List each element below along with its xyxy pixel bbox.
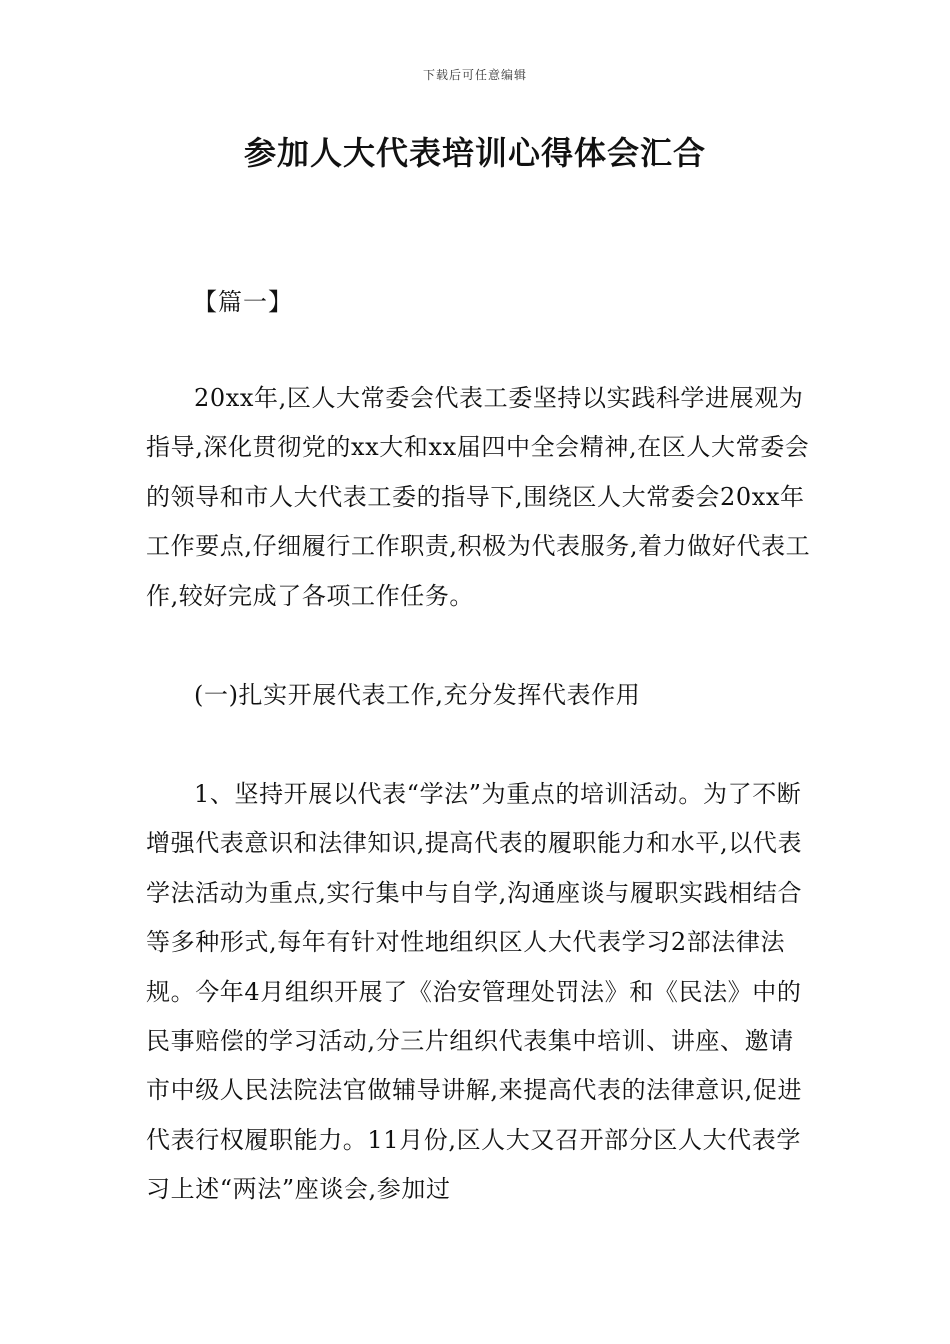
header-note: 下载后可任意编辑 bbox=[422, 68, 527, 82]
paragraph-training: 1、坚持开展以代表“学法”为重点的培训活动。为了不断增强代表意识和法律知识,提高代表的履职能力和水平,以代表学法活动为重点,实行集中与自学,沟通座谈与履职实践相结合等多种形式,每年有针对性地组织区人大代表学习2部法律法规。今年4月组织开展了《治安管理处罚法》和《民法》中的民事赔偿的学习活动,分三片组织代表集中培训、讲座、邀请市中级人民法院法官做辅导讲解,来提高代表的法律意识,促进代表行权履职能力。11月份,区人大又召开部分区人大代表学习上述“两法”座谈会,参加过 bbox=[146, 780, 803, 1204]
section-label: 【篇一】 bbox=[193, 288, 293, 316]
paragraph-intro: 20xx年,区人大常委会代表工委坚持以实践科学进展观为指导,深化贯彻党的xx大和xx届四中全会精神,在区人大常委会的领导和市人大代表工委的指导下,围绕区人大常委会20xx年工作要点,仔细履行工作职责,积极为代表服务,着力做好代表工作,较好完成了各项工作任务。 bbox=[146, 384, 811, 610]
document-title: 参加人大代表培训心得体会汇合 bbox=[243, 134, 706, 172]
paragraph-subheading: (一)扎实开展代表工作,充分发挥代表作用 bbox=[194, 681, 641, 709]
